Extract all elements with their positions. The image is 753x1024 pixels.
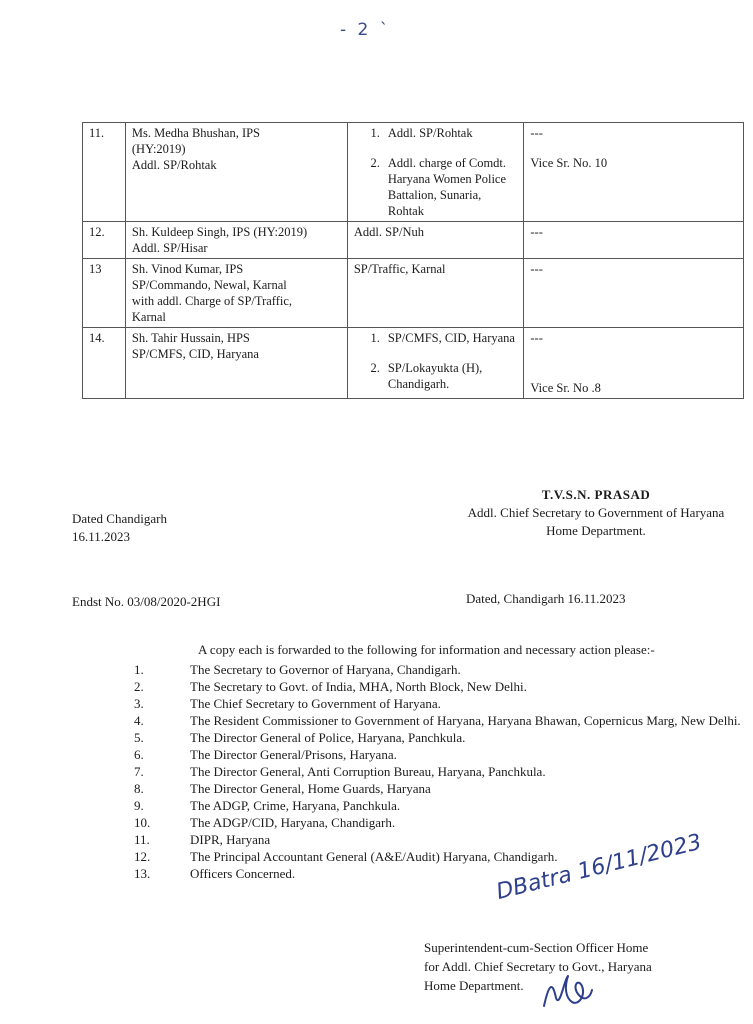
forwarding-intro: A copy each is forwarded to the following for information and necessary action please:- bbox=[198, 642, 655, 657]
serial-number: 14. bbox=[83, 328, 126, 399]
superintendent-line: Home Department. bbox=[424, 978, 524, 993]
page-number: - 2 ` bbox=[340, 20, 392, 40]
list-item: 1. Addl. SP/Rohtak bbox=[370, 126, 473, 140]
remarks: --- bbox=[524, 259, 744, 328]
officer-name bbox=[125, 328, 347, 399]
list-item: 11. DIPR, Haryana bbox=[134, 832, 271, 847]
dated-place: Dated Chandigarh bbox=[72, 511, 167, 526]
serial-number: 13 bbox=[83, 259, 126, 328]
signature-initials-icon bbox=[538, 968, 596, 1012]
posting bbox=[347, 328, 524, 399]
remark: --- bbox=[530, 331, 543, 345]
endorsement-date: Dated, Chandigarh 16.11.2023 bbox=[466, 591, 626, 606]
remark: --- bbox=[530, 126, 543, 140]
list-item: 7. The Director General, Anti Corruption Bureau, Haryana, Panchkula. bbox=[134, 764, 546, 779]
name-line: (HY:2019) bbox=[131, 142, 186, 156]
remarks bbox=[524, 328, 744, 399]
signatory-department: Home Department. bbox=[546, 523, 646, 538]
superintendent-line: for Addl. Chief Secretary to Govt., Haryana bbox=[424, 959, 652, 974]
list-item: 2. Addl. charge of Comdt. Haryana Women Police Battalion, Sunaria, Rohtak bbox=[370, 156, 507, 218]
serial-number: 12. bbox=[83, 222, 126, 259]
table-row bbox=[83, 123, 744, 222]
name-line: Ms. Medha Bhushan, IPS bbox=[131, 126, 261, 140]
name-line: with addl. Charge of SP/Traffic, bbox=[131, 294, 293, 308]
officer-name bbox=[125, 259, 347, 328]
posting: Addl. SP/Nuh bbox=[347, 222, 524, 259]
remarks: --- bbox=[524, 222, 744, 259]
list-item: 2. SP/Lokayukta (H), Chandigarh. bbox=[370, 361, 483, 391]
remark: Vice Sr. No. 10 bbox=[530, 156, 608, 170]
list-item: 10. The ADGP/CID, Haryana, Chandigarh. bbox=[134, 815, 396, 830]
list-item: 3. The Chief Secretary to Government of Haryana. bbox=[134, 696, 441, 711]
posting: SP/Traffic, Karnal bbox=[347, 259, 524, 328]
officer-name bbox=[125, 123, 347, 222]
list-item: 4. The Resident Commissioner to Government of Haryana, Haryana Bhawan, Copernicus Marg, New Delhi. bbox=[134, 713, 741, 728]
posting bbox=[347, 123, 524, 222]
list-item: 2. The Secretary to Govt. of India, MHA, North Block, New Delhi. bbox=[134, 679, 527, 694]
name-line: Sh. Kuldeep Singh, IPS (HY:2019) bbox=[131, 225, 308, 239]
signatory-designation: Addl. Chief Secretary to Government of Haryana bbox=[467, 505, 725, 520]
list-item: 9. The ADGP, Crime, Haryana, Panchkula. bbox=[134, 798, 401, 813]
dated-block bbox=[72, 510, 167, 546]
officer-name bbox=[125, 222, 347, 259]
table-row bbox=[83, 222, 744, 259]
name-line: Karnal bbox=[131, 310, 166, 324]
list-item: 13. Officers Concerned. bbox=[134, 866, 296, 881]
superintendent-line: Superintendent-cum-Section Officer Home bbox=[424, 940, 649, 955]
table-row bbox=[83, 259, 744, 328]
name-line: Sh. Vinod Kumar, IPS bbox=[131, 262, 244, 276]
postings-table bbox=[82, 122, 744, 399]
list-item: 8. The Director General, Home Guards, Haryana bbox=[134, 781, 431, 796]
remark: Vice Sr. No .8 bbox=[530, 381, 601, 395]
table-row bbox=[83, 328, 744, 399]
list-item: 12. The Principal Accountant General (A&E/Audit) Haryana, Chandigarh. bbox=[134, 849, 558, 864]
signature-block bbox=[446, 486, 746, 540]
name-line: SP/Commando, Newal, Karnal bbox=[131, 278, 287, 292]
dated-date: 16.11.2023 bbox=[72, 529, 131, 544]
name-line: SP/CMFS, CID, Haryana bbox=[131, 347, 259, 361]
list-item: 6. The Director General/Prisons, Haryana. bbox=[134, 747, 397, 762]
list-item: 1. SP/CMFS, CID, Haryana bbox=[370, 331, 515, 345]
handwritten-initials-date: DBatra 16/11/2023 bbox=[493, 829, 705, 905]
name-line: Addl. SP/Rohtak bbox=[131, 158, 217, 172]
signatory-name: T.V.S.N. PRASAD bbox=[541, 487, 651, 502]
name-line: Sh. Tahir Hussain, HPS bbox=[131, 331, 250, 345]
endorsement-number: Endst No. 03/08/2020-2HGI bbox=[72, 594, 221, 609]
name-line: Addl. SP/Hisar bbox=[131, 241, 208, 255]
serial-number: 11. bbox=[83, 123, 126, 222]
list-item: 5. The Director General of Police, Haryana, Panchkula. bbox=[134, 730, 466, 745]
remarks bbox=[524, 123, 744, 222]
list-item: 1. The Secretary to Governor of Haryana, Chandigarh. bbox=[134, 662, 461, 677]
